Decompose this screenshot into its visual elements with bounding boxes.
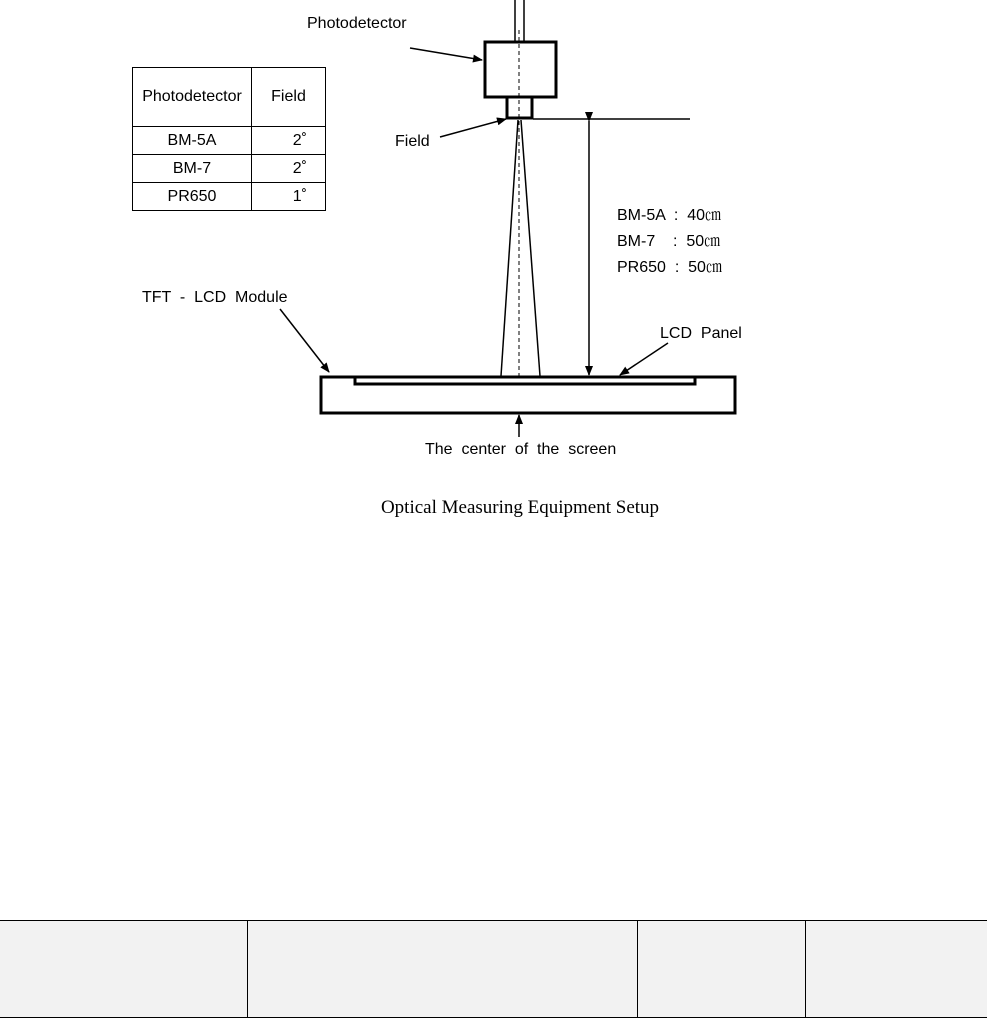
photodetector-cell: BM-7 (133, 155, 252, 183)
lcd-panel (355, 377, 695, 384)
lcd-panel-label: LCD Panel (660, 325, 742, 342)
lcd-panel-pointer (620, 343, 668, 375)
figure-caption: Optical Measuring Equipment Setup (380, 497, 660, 518)
photodetector-body (485, 42, 556, 97)
distance-bm7-label: BM-7 : 50㎝ (617, 233, 721, 250)
field-cell: 2˚ (252, 127, 326, 155)
photodetector-field-table (132, 67, 326, 211)
tft-module-label: TFT - LCD Module (142, 289, 288, 306)
header-field: Field (252, 68, 326, 127)
bottom-table-cell (247, 921, 637, 1017)
bottom-table (0, 920, 987, 1018)
field-cell: 2˚ (252, 155, 326, 183)
field-cell: 1˚ (252, 183, 326, 211)
field-label: Field (395, 133, 430, 150)
screen-center-label: The center of the screen (425, 441, 617, 458)
distance-pr650-label: PR650 : 50㎝ (617, 259, 722, 276)
photodetector-cell: PR650 (133, 183, 252, 211)
field-pointer (440, 119, 506, 137)
distance-bm5a-label: BM-5A : 40㎝ (617, 207, 722, 224)
tft-module-pointer (280, 309, 329, 372)
bottom-table-cell (0, 921, 247, 1017)
table-row (133, 127, 326, 155)
photodetector-cell: BM-5A (133, 127, 252, 155)
table-header-row (133, 68, 326, 127)
bottom-table-cell (637, 921, 805, 1017)
header-photodetector: Photodetector (133, 68, 252, 127)
bottom-table-cell (805, 921, 987, 1017)
field-cone-left (501, 120, 518, 376)
photodetector-label: Photodetector (307, 15, 407, 32)
field-cone-right (521, 120, 540, 376)
photodetector-pointer (410, 48, 482, 60)
table-row (133, 183, 326, 211)
table-row (133, 155, 326, 183)
